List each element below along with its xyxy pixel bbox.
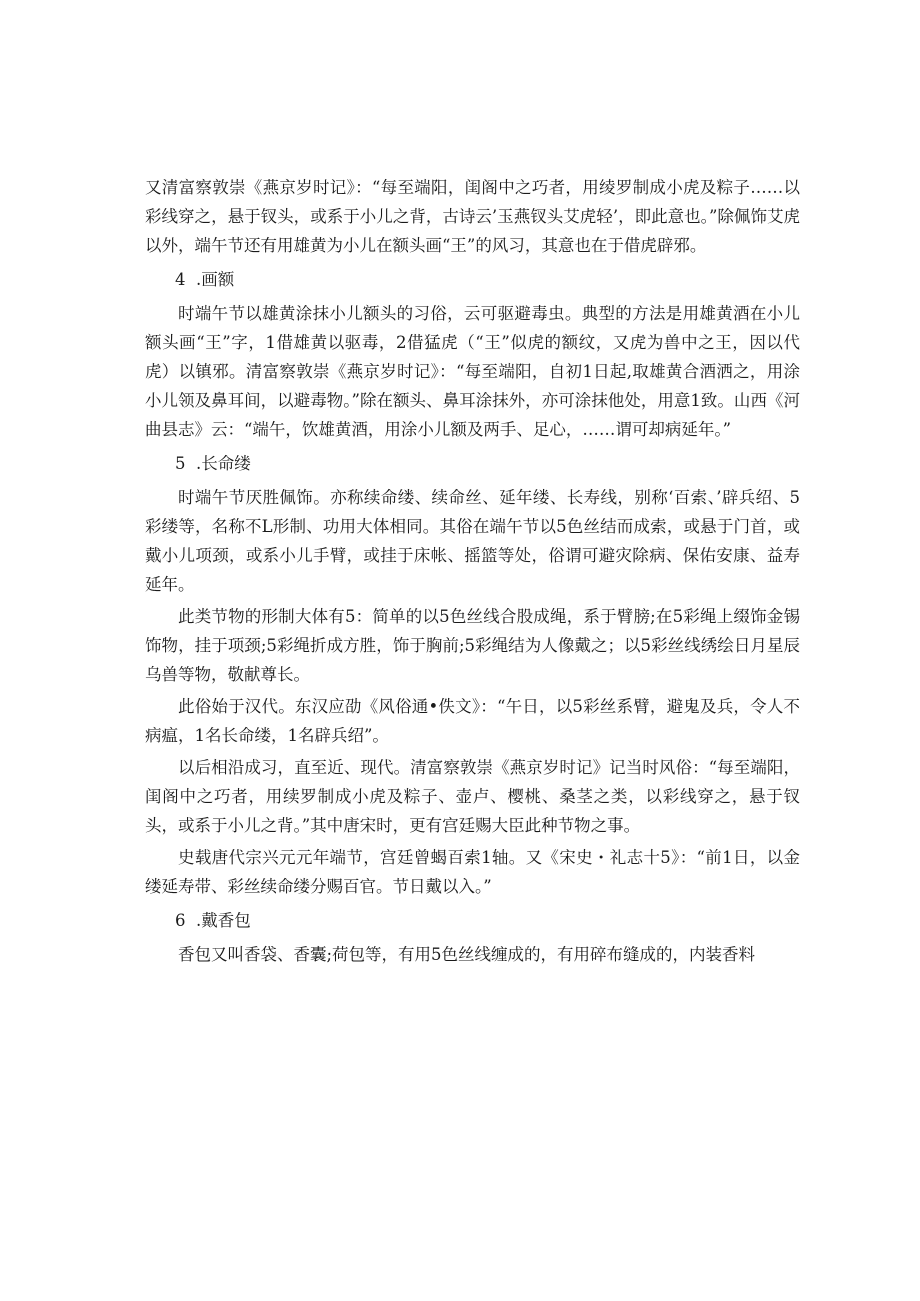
paragraph-changminglv-later: 以后相沿成习，直至近、现代。清富察敦崇《燕京岁时记》记当时风俗：“每至端阳，闺阁中之巧者，用续罗制成小虎及粽子、壶卢、樱桃、桑茎之类，以彩线穿之，悬于钗头，或系于小儿之背。”其中唐宋时，更有宫廷赐大臣此种节物之事。 [145,758,800,835]
paragraph-changminglv-intro: 时端午节厌胜佩饰。亦称续命缕、续命丝、延年缕、长寿线，别称‘百索、’辟兵绍、5彩缕等，名称不L形制、功用大体相同。其俗在端午节以5色丝结而成索，或悬于门首，或戴小儿项颈，或系小儿手臂，或挂于床帐、摇篮等处，俗谓可避灾除病、保佑安康、益寿延年。 [145,488,800,594]
section-heading-changminglv: 5 .长命缕 [175,454,251,473]
section-heading-xiangbao: 6 .戴香包 [175,911,251,930]
paragraph-continuation: 又清富察敦崇《燕京岁时记》：“每至端阳，闺阁中之巧者，用绫罗制成小虎及粽子……以彩线穿之，悬于钗头，或系于小儿之背，古诗云’玉燕钗头艾虎轻’，即此意也。”除佩饰艾虎以外，端午节还有用雄黄为小儿在额头画“王”的风习，其意也在于借虎辟邪。 [145,178,800,255]
section-heading-hua-e: 4 .画额 [175,270,235,289]
paragraph-changminglv-history: 史载唐代宗兴元元年端节，宫廷曾蝎百索1轴。又《宋史・礼志十5》：“前1日，以金缕延寿带、彩丝续命缕分赐百官。节日戴以入。” [145,848,800,896]
paragraph-xiangbao: 香包又叫香袋、香囊;荷包等，有用5色丝线缠成的，有用碎布缝成的，内装香料 [178,945,756,964]
paragraph-hua-e: 时端午节以雄黄涂抹小儿额头的习俗，云可驱避毒虫。典型的方法是用雄黄酒在小儿额头画“王”字，1借雄黄以驱毒，2借猛虎（“王”似虎的额纹，又虎为兽中之王，因以代虎）以镇邪。清富察敦崇《燕京岁时记》：“每至端阳，自初1日起,取雄黄合酒洒之，用涂小儿领及鼻耳间，以避毒物。”除在额头、鼻耳涂抹外，亦可涂抹他处，用意1致。山西《河曲县志》云：“端午，饮雄黄酒，用涂小儿额及两手、足心，……谓可却病延年。” [145,304,800,439]
paragraph-changminglv-forms: 此类节物的形制大体有5：简单的以5色丝线合股成绳，系于臂膀;在5彩绳上缀饰金锡饰物，挂于项颈;5彩绳折成方胜，饰于胸前;5彩绳结为人像戴之；以5彩丝线绣绘日月星辰乌兽等物，敬献尊长。 [145,607,800,684]
document-body [145,173,800,969]
paragraph-changminglv-origin: 此俗始于汉代。东汉应劭《风俗通•佚文》：“午日，以5彩丝系臂，避鬼及兵，令人不病瘟，1名长命缕，1名辟兵绍”。 [145,697,800,745]
